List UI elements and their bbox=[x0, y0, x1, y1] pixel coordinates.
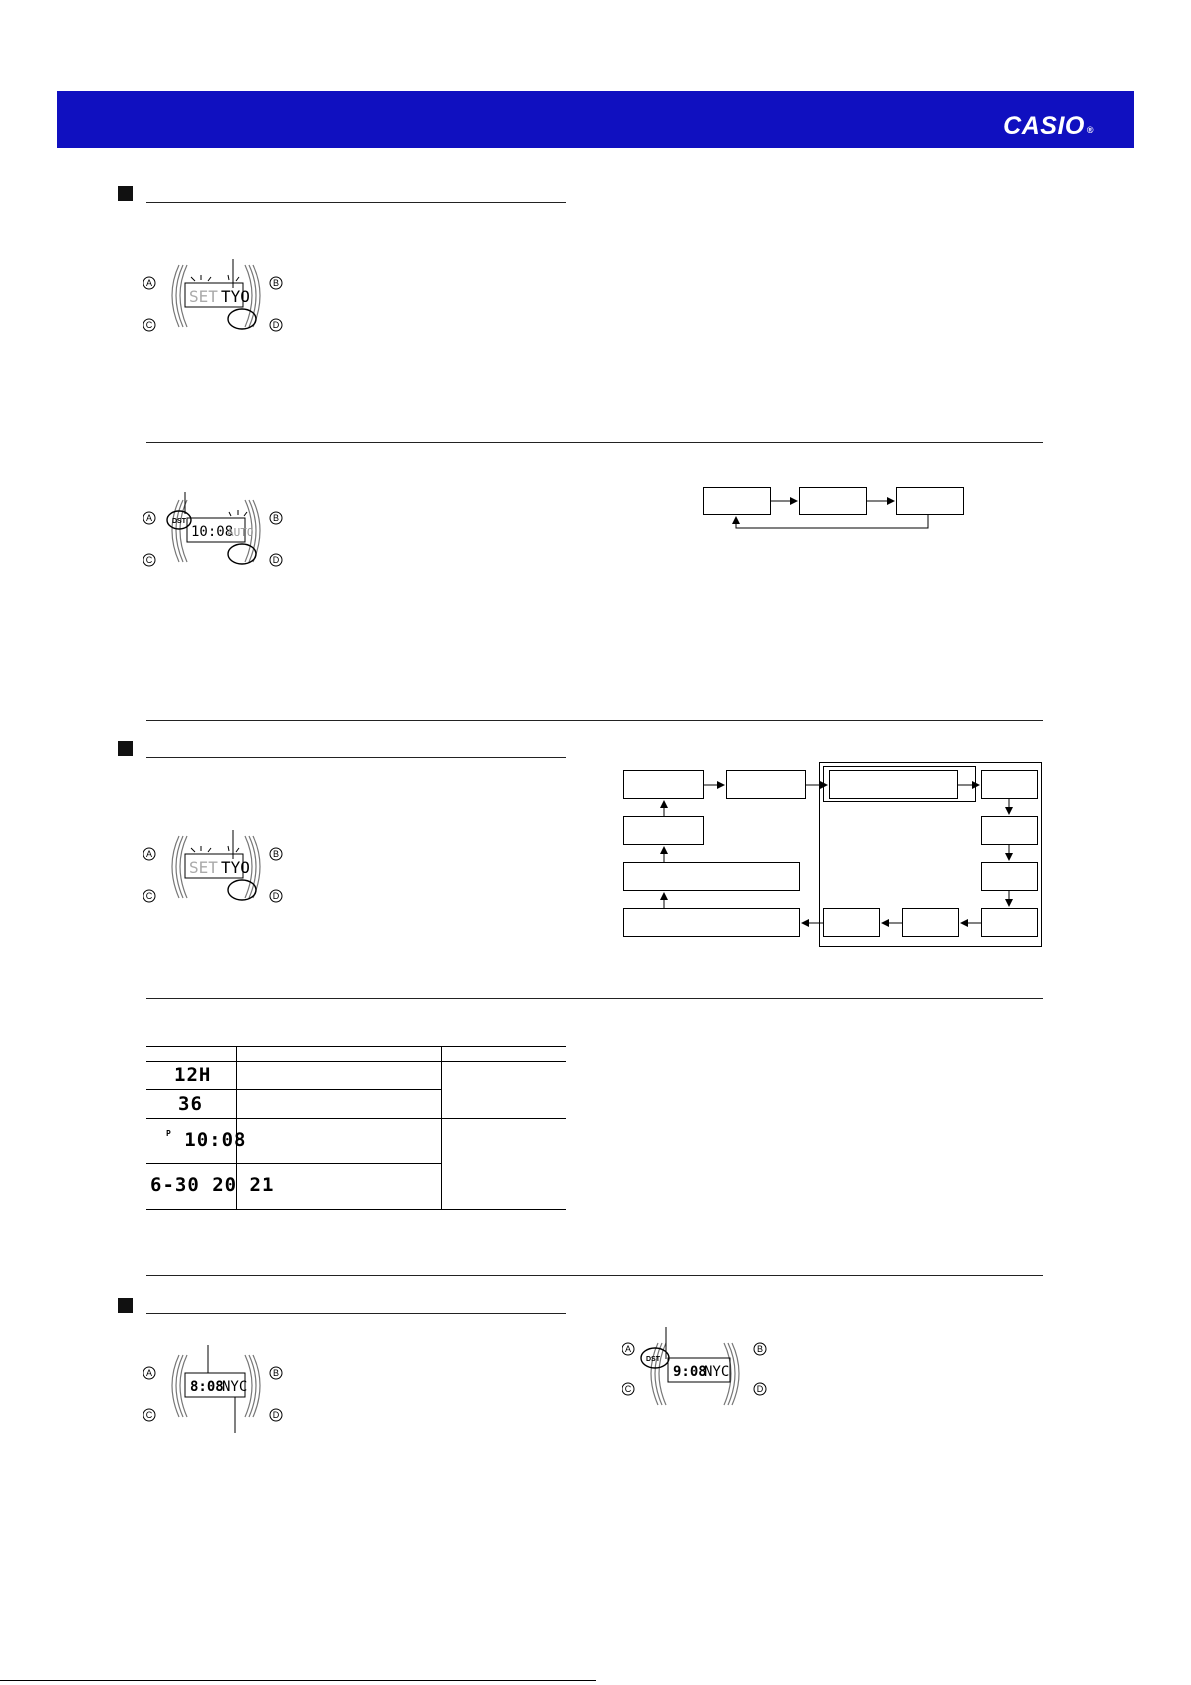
flash-rays bbox=[191, 846, 239, 852]
dst-tag: DST bbox=[646, 1356, 660, 1363]
button-d-label: D bbox=[272, 891, 280, 901]
table-row-rule-3 bbox=[146, 1163, 441, 1164]
button-a-label: A bbox=[145, 1368, 153, 1378]
button-c-label: C bbox=[145, 555, 153, 565]
flow2-arrows bbox=[600, 755, 1050, 955]
lcd-city-text: TYO bbox=[221, 858, 250, 877]
button-b-label: B bbox=[272, 849, 280, 859]
table-col-divider-2 bbox=[441, 1046, 442, 1209]
section-rule-1 bbox=[146, 202, 566, 203]
button-a-label: A bbox=[145, 849, 153, 859]
table-row bbox=[178, 1093, 203, 1115]
table-row-rule-2 bbox=[146, 1118, 566, 1119]
lcd-time-text: 10:08 bbox=[191, 524, 234, 540]
flash-rays bbox=[191, 275, 239, 281]
pm-indicator: P bbox=[166, 1129, 172, 1138]
button-b-label: B bbox=[272, 513, 280, 523]
section-marker-3 bbox=[118, 1298, 133, 1313]
button-b-label: B bbox=[756, 1344, 764, 1354]
header-band bbox=[57, 91, 1134, 148]
display-date: 6-30 20 21 bbox=[150, 1174, 275, 1196]
button-d-label: D bbox=[756, 1384, 764, 1394]
divider-4 bbox=[146, 1275, 1043, 1276]
watch-figure-nyc-std bbox=[143, 1345, 293, 1435]
section-rule-2 bbox=[146, 757, 566, 758]
section-rule-3 bbox=[146, 1313, 566, 1314]
table-bottom-rule bbox=[146, 1209, 566, 1210]
display-36: 36 bbox=[178, 1093, 203, 1115]
table-row bbox=[166, 1129, 246, 1151]
lcd-set-text: SET bbox=[189, 858, 218, 877]
button-a-label: A bbox=[145, 278, 153, 288]
table-top-rule bbox=[146, 1046, 566, 1047]
divider-1 bbox=[146, 442, 1043, 443]
brand-name: CASIO bbox=[1003, 112, 1085, 140]
button-a-label: A bbox=[145, 513, 153, 523]
lcd-city-text: TYO bbox=[221, 287, 250, 306]
button-d-label: D bbox=[272, 320, 280, 330]
divider-2 bbox=[146, 720, 1043, 721]
button-c-label: C bbox=[624, 1384, 632, 1394]
table-row bbox=[174, 1064, 211, 1086]
section-marker-1 bbox=[118, 186, 133, 201]
watch-figure-nyc-dst bbox=[622, 1325, 772, 1415]
lcd-auto-text: AUTO bbox=[227, 526, 254, 539]
button-b-label: B bbox=[272, 278, 280, 288]
table-header-rule bbox=[146, 1061, 566, 1062]
dst-tag: DST bbox=[172, 518, 186, 525]
watch-figure-time-auto bbox=[143, 490, 293, 570]
lcd-time-text: 8:08 bbox=[190, 1379, 224, 1395]
button-a-label: A bbox=[624, 1344, 632, 1354]
watch-figure-set-tyo bbox=[143, 255, 293, 335]
display-time: 10:08 bbox=[184, 1129, 247, 1151]
divider-3 bbox=[146, 998, 1043, 999]
button-d-label: D bbox=[272, 1410, 280, 1420]
footer-rule bbox=[0, 1680, 596, 1681]
button-b-label: B bbox=[272, 1368, 280, 1378]
watch-figure-set-tyo-2 bbox=[143, 826, 293, 906]
button-d-label: D bbox=[272, 555, 280, 565]
flow1-return-arrow bbox=[736, 515, 928, 528]
display-12h: 12H bbox=[174, 1064, 212, 1086]
flow1-arrows bbox=[700, 480, 970, 530]
lcd-time-text: 9:08 bbox=[673, 1364, 707, 1380]
button-c-label: C bbox=[145, 1410, 153, 1420]
lcd-city-text: NYC bbox=[704, 1364, 730, 1380]
button-c-label: C bbox=[145, 320, 153, 330]
button-c-label: C bbox=[145, 891, 153, 901]
lcd-city-text: NYC bbox=[222, 1379, 248, 1395]
settings-table bbox=[146, 1046, 566, 1211]
flash-rays bbox=[229, 510, 247, 516]
table-row bbox=[150, 1174, 274, 1196]
section-marker-2 bbox=[118, 741, 133, 756]
casio-logo bbox=[1003, 114, 1094, 139]
lcd-set-text: SET bbox=[189, 287, 218, 306]
registered-mark: ® bbox=[1086, 125, 1094, 135]
table-row-rule-1 bbox=[146, 1089, 441, 1090]
